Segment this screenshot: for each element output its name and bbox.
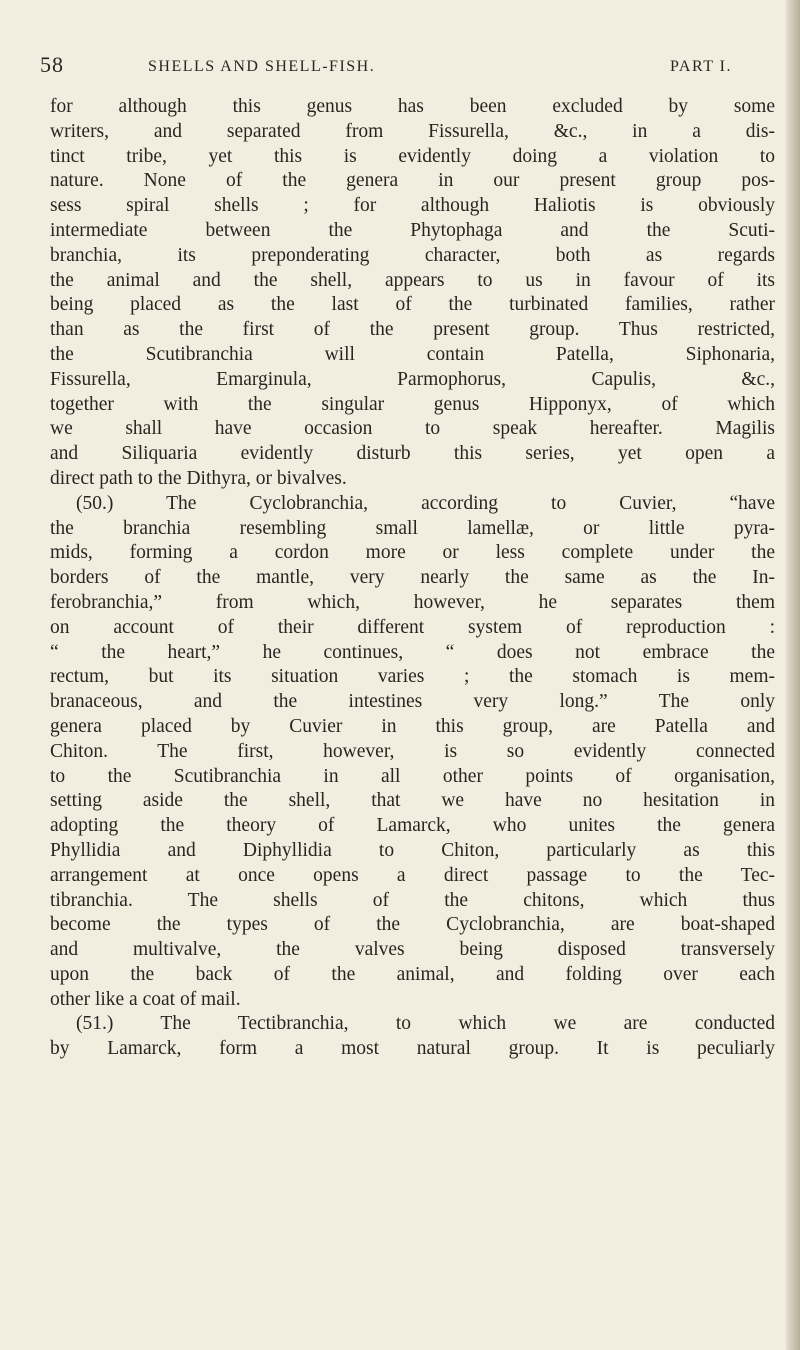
text-line: on account of their different system of reproduction : [50, 616, 775, 638]
text-line: ferobranchia,” from which, however, he separates them [50, 591, 775, 613]
text-line: tibranchia. The shells of the chitons, which thus [50, 889, 775, 911]
text-line: by Lamarck, form a most natural group. It is peculiarly [50, 1038, 775, 1060]
text-line: writers, and separated from Fissurella, &c., in a dis- [50, 120, 775, 142]
text-line: Fissurella, Emarginula, Parmophorus, Capulis, &c., [50, 368, 775, 390]
text-line: for although this genus has been excluded by some [50, 96, 775, 117]
body-text [50, 95, 775, 1062]
text-line: intermediate between the Phytophaga and the Scuti- [50, 219, 775, 241]
text-line: rectum, but its situation varies ; the stomach is mem- [50, 666, 775, 688]
text-line: (50.) The Cyclobranchia, according to Cuvier, “have [76, 492, 775, 514]
text-line: direct path to the Dithyra, or bivalves. [50, 467, 347, 489]
text-line: genera placed by Cuvier in this group, are Patella and [50, 715, 775, 737]
text-line: the animal and the shell, appears to us in favour of its [50, 269, 775, 291]
text-line: “ the heart,” he continues, “ does not embrace the [50, 641, 775, 663]
text-line: upon the back of the animal, and folding over each [50, 963, 775, 985]
running-head: SHELLS AND SHELL-FISH. [148, 58, 376, 75]
text-line: together with the singular genus Hipponyx, of which [50, 393, 775, 415]
text-line: sess spiral shells ; for although Haliotis is obviously [50, 195, 775, 217]
text-line: than as the first of the present group. Thus restricted, [50, 319, 775, 341]
text-line: and Siliquaria evidently disturb this series, yet open a [50, 443, 775, 465]
text-line: the branchia resembling small lamellæ, or little pyra- [50, 517, 775, 539]
text-line: arrangement at once opens a direct passage to the Tec- [50, 864, 775, 886]
text-line: to the Scutibranchia in all other points of organisation, [50, 765, 775, 787]
page-number: 58 [40, 52, 64, 77]
text-line: become the types of the Cyclobranchia, are boat-shaped [50, 914, 775, 936]
text-line: mids, forming a cordon more or less complete under the [50, 542, 775, 564]
text-line: and multivalve, the valves being disposed transversely [50, 939, 775, 961]
text-line: the Scutibranchia will contain Patella, Siphonaria, [50, 343, 775, 365]
text-line: setting aside the shell, that we have no hesitation in [50, 790, 775, 812]
text-line: Chiton. The first, however, is so evidently connected [50, 740, 775, 762]
text-line: being placed as the last of the turbinated families, rather [50, 294, 775, 316]
part-label: PART I. [670, 58, 733, 75]
text-line: we shall have occasion to speak hereafter. Magilis [50, 418, 775, 440]
text-line: branchia, its preponderating character, both as regards [50, 244, 775, 266]
text-line: tinct tribe, yet this is evidently doing a violation to [50, 145, 775, 167]
text-line: Phyllidia and Diphyllidia to Chiton, particularly as this [50, 839, 775, 861]
page-edge [786, 0, 800, 1350]
text-line: adopting the theory of Lamarck, who unites the genera [50, 815, 775, 837]
text-line: other like a coat of mail. [50, 988, 241, 1010]
text-line: nature. None of the genera in our present group pos- [50, 170, 775, 192]
text-line: borders of the mantle, very nearly the same as the In- [50, 567, 775, 589]
text-line: branaceous, and the intestines very long.” The only [50, 691, 775, 713]
text-line: (51.) The Tectibranchia, to which we are conducted [76, 1013, 775, 1035]
